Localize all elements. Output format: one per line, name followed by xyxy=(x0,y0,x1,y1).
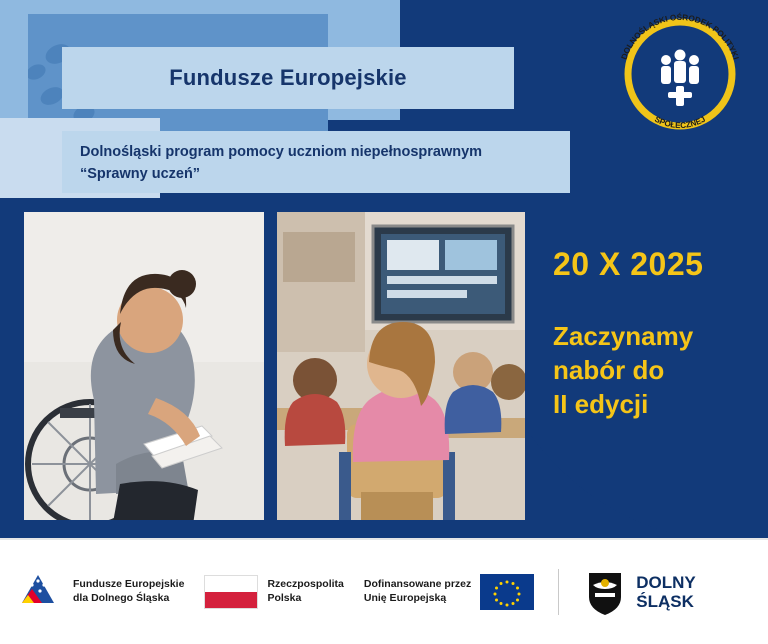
poland-flag-icon xyxy=(204,575,258,609)
footer-item-european-union xyxy=(364,574,534,610)
footer-label-poland xyxy=(267,578,343,606)
footer-label-line2: ŚLĄSK xyxy=(636,592,694,611)
footer-item-poland xyxy=(204,575,343,609)
call-line-2: nabór do xyxy=(553,354,665,385)
footer-label-line1: Fundusze Europejskie xyxy=(73,578,185,591)
footer-label-line1: DOLNY xyxy=(636,572,696,592)
emblem-text-bottom: SPOŁECZNEJ xyxy=(653,114,707,131)
footer-label-line1: Dofinansowane przez xyxy=(363,578,472,591)
call-line-1: Zaczynamy xyxy=(553,321,694,351)
call-announcement xyxy=(553,320,753,421)
footer-label-line2: Unię Europejską xyxy=(363,592,447,604)
svg-text:SPOŁECZNEJ xyxy=(653,115,707,130)
footer-label-eu xyxy=(364,578,471,606)
lower-silesia-coat-of-arms-icon xyxy=(583,569,627,615)
footer-label-line2: dla Dolnego Śląska xyxy=(73,592,170,604)
poster-subtitle-bar xyxy=(62,131,570,193)
subtitle-line-2: “Sprawny uczeń” xyxy=(80,166,201,183)
footer-item-lower-silesia xyxy=(583,569,696,615)
poster-title-bar xyxy=(62,47,514,109)
eu-flag-icon xyxy=(480,574,534,610)
page-title: Fundusze Europejskie xyxy=(169,65,407,90)
footer-label-line2: Polska xyxy=(267,592,302,604)
call-line-3: II edycji xyxy=(553,388,649,419)
emblem-text-top: DOLNOŚLĄSKI OŚRODEK POLITYKI xyxy=(619,12,741,61)
footer-item-eu-funds xyxy=(18,569,184,615)
eu-funds-stars-logo xyxy=(18,569,64,615)
footer-label-eu-funds xyxy=(73,578,184,606)
footer-divider xyxy=(558,569,559,615)
photo-wheelchair-reader xyxy=(24,212,264,520)
subtitle-line-1: Dolnośląski program pomocy uczniom niepełnosprawnym xyxy=(80,144,483,160)
start-date: 20 X 2025 xyxy=(553,246,704,282)
footer-label-line1: Rzeczpospolita xyxy=(267,578,344,591)
funding-footer xyxy=(0,538,768,644)
photo-classroom xyxy=(277,212,525,520)
dops-emblem xyxy=(614,8,746,140)
footer-label-lower-silesia xyxy=(636,573,696,611)
